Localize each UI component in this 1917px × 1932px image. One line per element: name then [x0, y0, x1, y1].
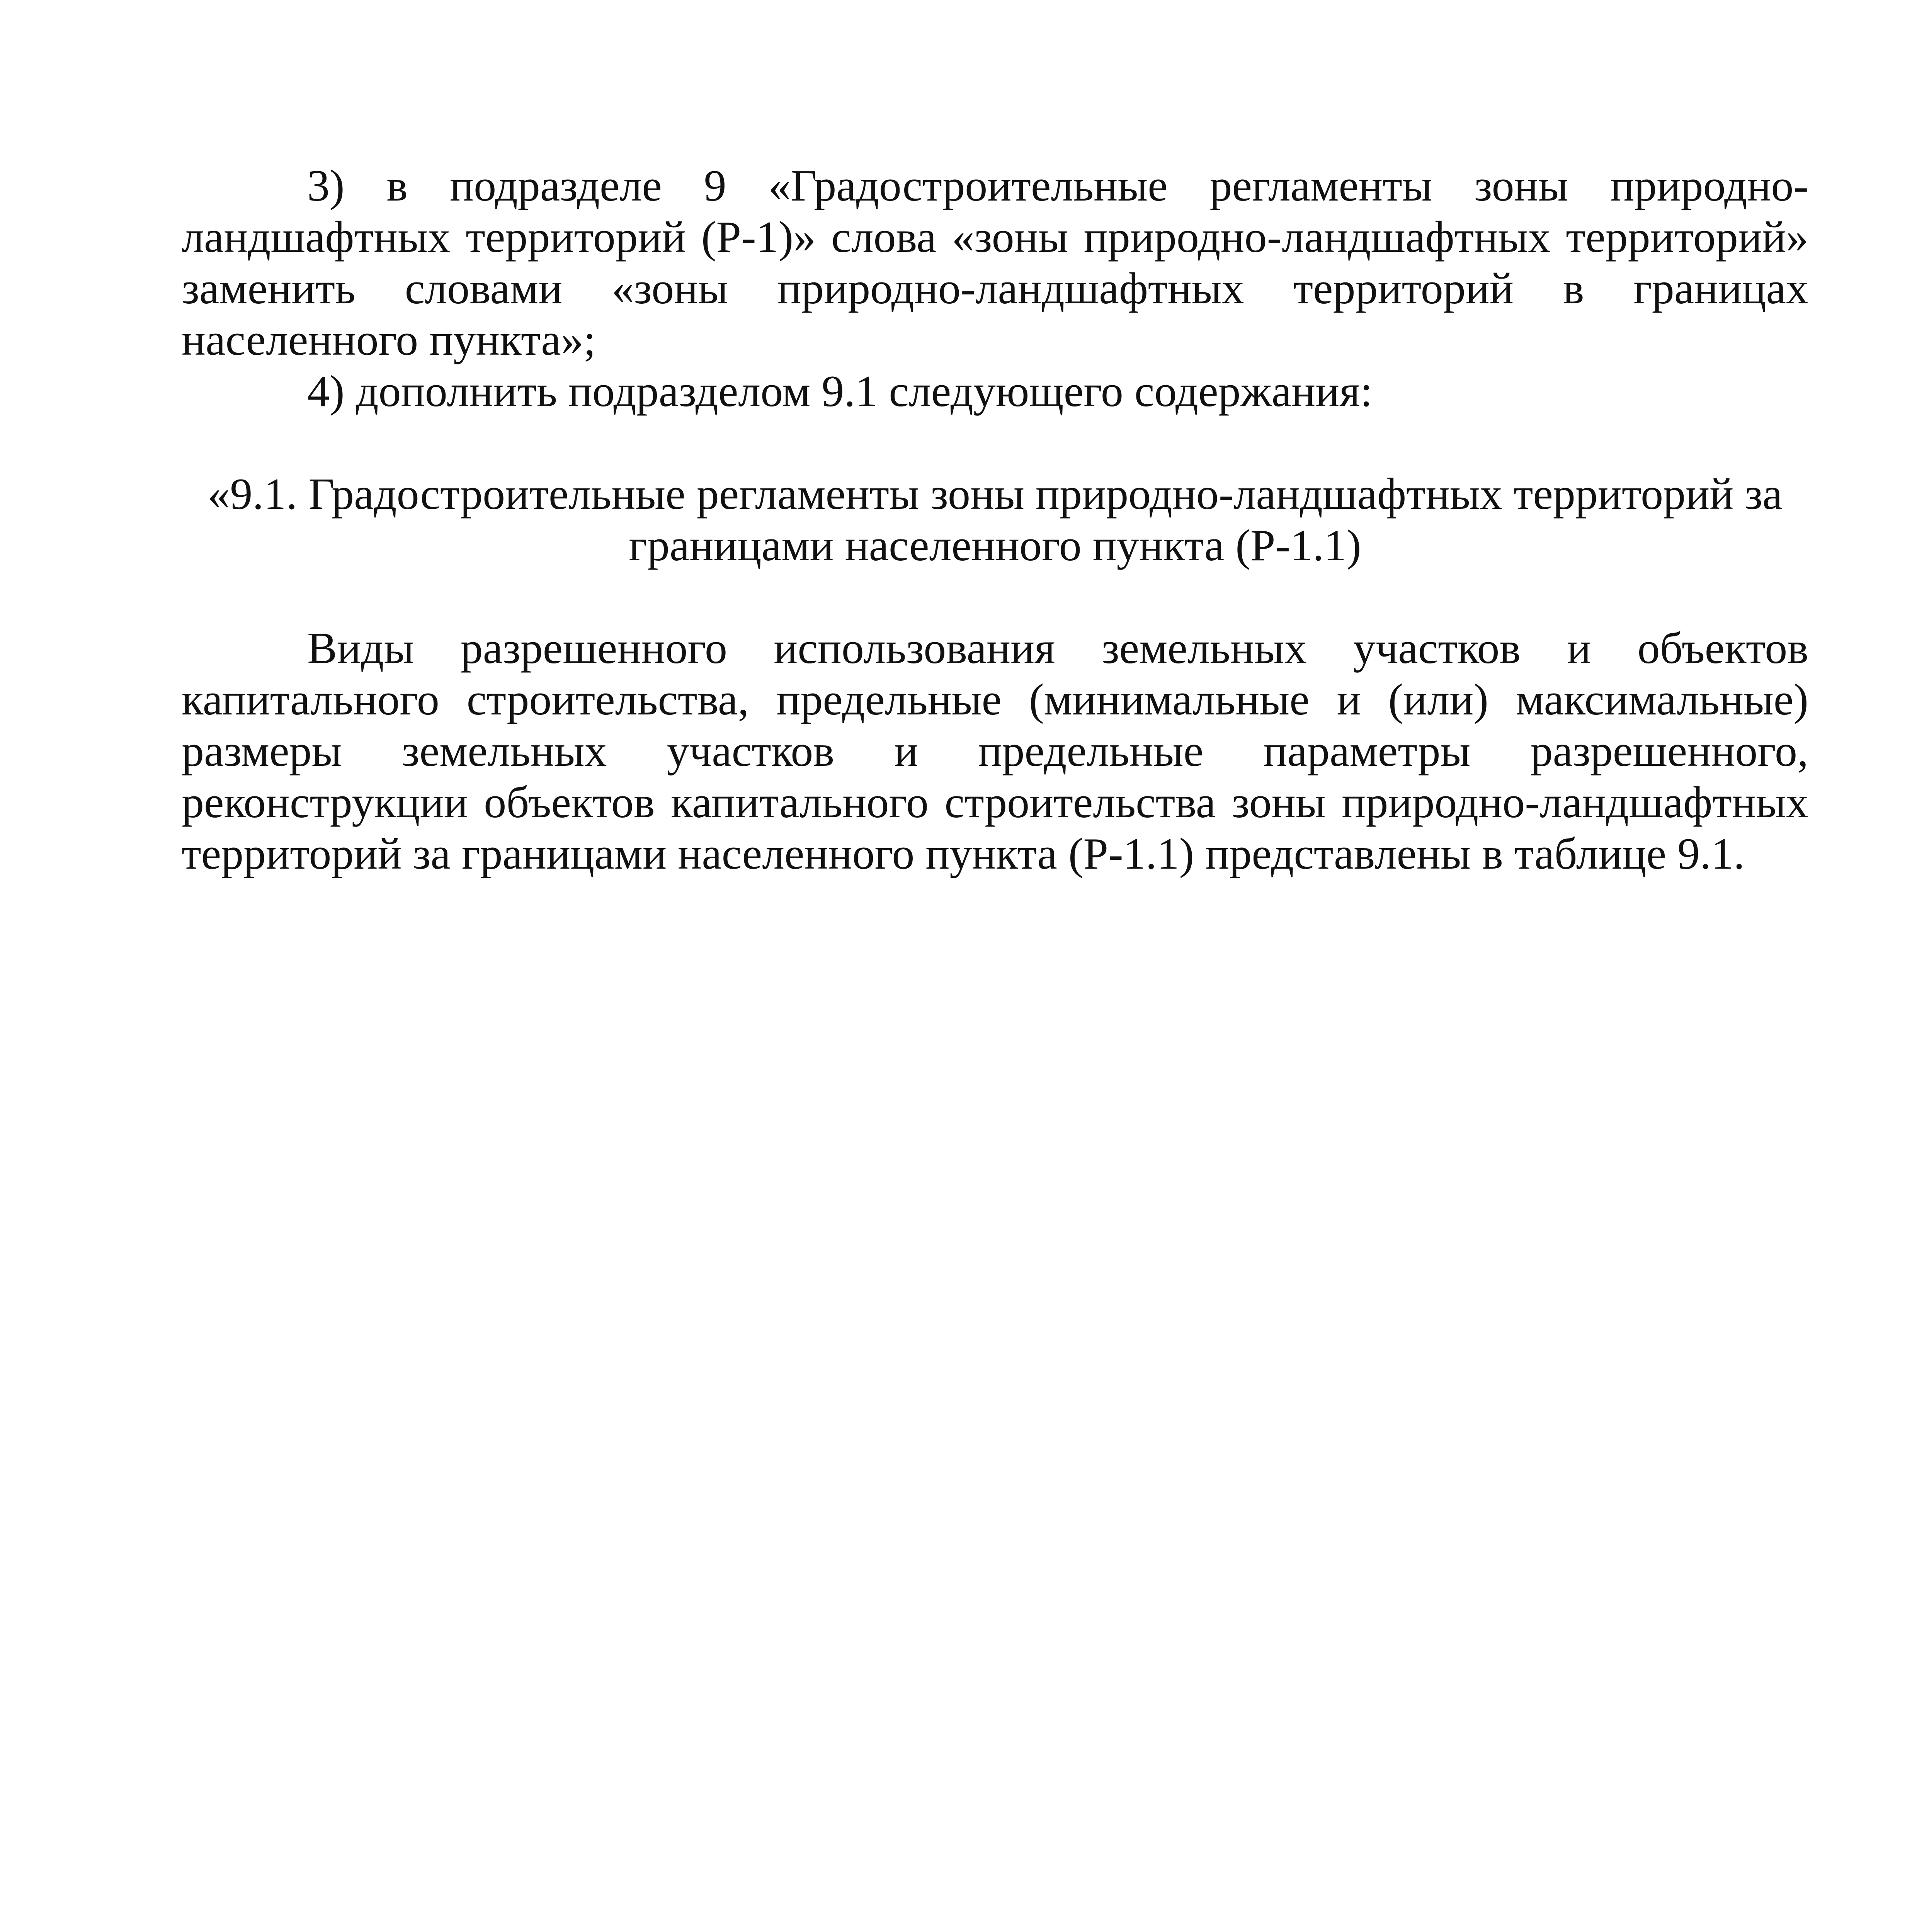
- body-paragraph: Виды разрешенного использования земельных участков и объектов капитального строительства, предельные (минимальные и (или) максимальные) размеры земельных участков и предельные параметры разрешенного, реконструкции объектов капитального строительства зоны природно-ландшафтных территорий за границами населенного пункта (Р-1.1) представлены в таблице 9.1.: [182, 624, 1808, 879]
- spacer: [182, 417, 1808, 469]
- paragraph-item-4: 4) дополнить подразделом 9.1 следующего содержания:: [307, 367, 1373, 416]
- spacer: [182, 571, 1808, 623]
- section-heading: «9.1. Градостроительные регламенты зоны природно-ландшафтных территорий за границами населенного пункта (Р-1.1): [208, 469, 1783, 570]
- paragraph-item-3: 3) в подразделе 9 «Градостроительные регламенты зоны природно-ландшафтных территорий (Р-1)» слова «зоны природно-ландшафтных территорий» заменить словами «зоны природно-ландшафтных территорий в границах населенного пункта»;: [182, 161, 1808, 365]
- document-content: [182, 160, 1808, 880]
